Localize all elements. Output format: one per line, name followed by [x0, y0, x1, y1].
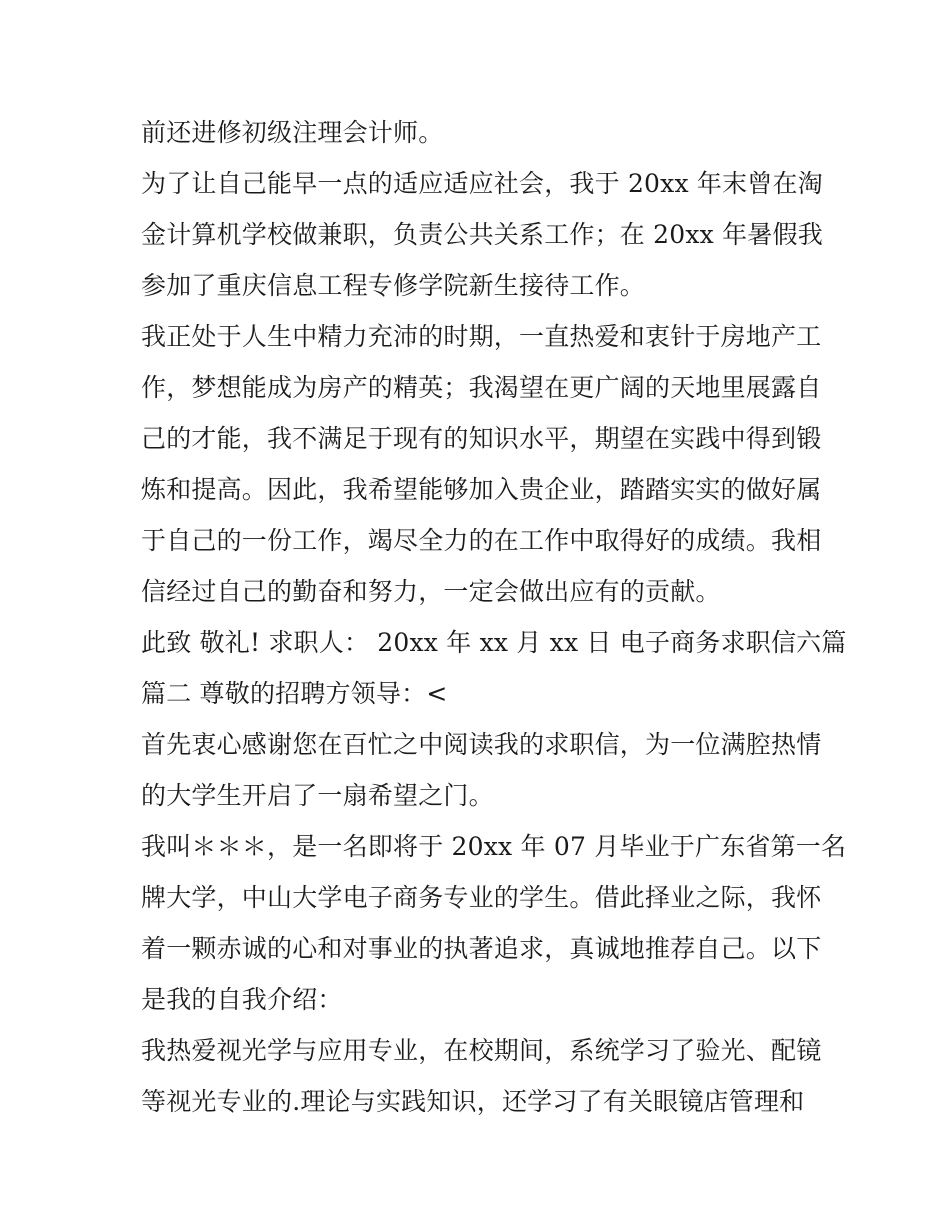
- text-line: 金计算机学校做兼职，负责公共关系工作；在 20xx 年暑假我: [141, 220, 823, 249]
- text-line: 是我的自我介绍：: [141, 985, 343, 1014]
- text-line: 于自己的一份工作，竭尽全力的在工作中取得好的成绩。我相: [141, 526, 822, 555]
- text-line: 篇二 尊敬的招聘方领导：<: [141, 679, 448, 708]
- text-line: 我热爱视光学与应用专业，在校期间，系统学习了验光、配镜: [141, 1036, 822, 1065]
- text-line: 的大学生开启了一扇希望之门。: [141, 781, 494, 810]
- text-line: 炼和提高。因此，我希望能够加入贵企业，踏踏实实的做好属: [141, 475, 822, 504]
- text-line: 为了让自己能早一点的适应适应社会，我于 20xx 年末曾在淘: [141, 169, 823, 198]
- text-line: 等视光专业的.理论与实践知识，还学习了有关眼镜店管理和: [141, 1087, 805, 1116]
- text-line: 作，梦想能成为房产的精英；我渴望在更广阔的天地里展露自: [141, 373, 822, 402]
- text-line: 着一颗赤诚的心和对事业的执著追求，真诚地推荐自己。以下: [141, 934, 822, 963]
- text-line: 前还进修初级注理会计师。: [141, 118, 444, 147]
- text-line: 信经过自己的勤奋和努力，一定会做出应有的贡献。: [141, 577, 721, 606]
- text-line: 牌大学，中山大学电子商务专业的学生。借此择业之际，我怀: [141, 883, 822, 912]
- text-line: 参加了重庆信息工程专修学院新生接待工作。: [141, 271, 646, 300]
- text-line: 我叫＊＊＊，是一名即将于 20xx 年 07 月毕业于广东省第一名: [141, 832, 847, 861]
- text-line: 我正处于人生中精力充沛的时期，一直热爱和衷针于房地产工: [141, 322, 822, 351]
- text-line: 己的才能，我不满足于现有的知识水平，期望在实践中得到锻: [141, 424, 822, 453]
- document-body: [141, 107, 847, 1127]
- text-line: 首先衷心感谢您在百忙之中阅读我的求职信，为一位满腔热情: [141, 730, 822, 759]
- text-line: 此致 敬礼! 求职人： 20xx 年 xx 月 xx 日 电子商务求职信六篇: [141, 628, 847, 657]
